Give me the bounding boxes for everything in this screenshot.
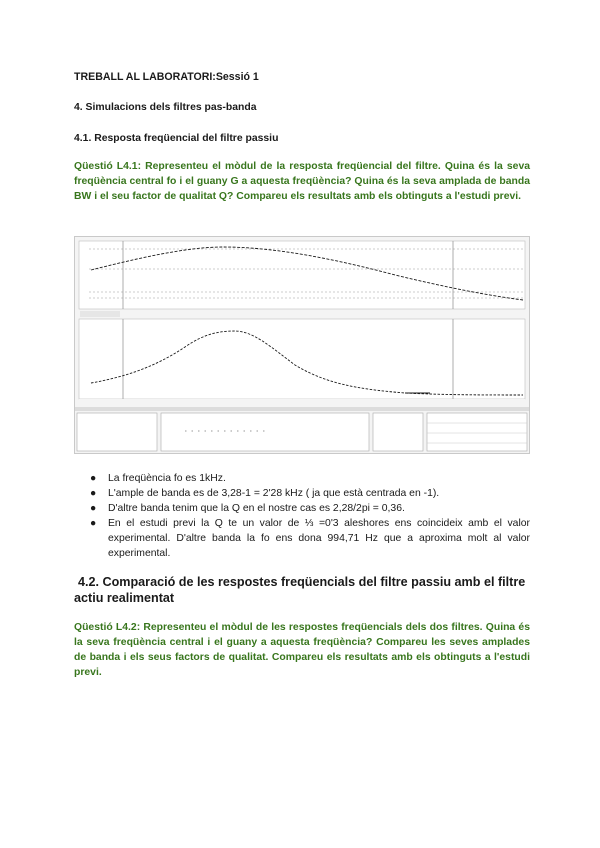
list-item: ● La freqüència fo es 1kHz. — [90, 473, 226, 484]
list-item: ● D'altre banda tenim que la Q en el nostre cas es 2,28/2pi = 0,36. — [90, 503, 405, 514]
list-item-text: D'altre banda tenim que la Q en el nostre cas es 2,28/2pi = 0,36. — [108, 503, 405, 514]
list-item-text: La freqüència fo es 1kHz. — [108, 473, 226, 484]
list-item: ● L'ample de banda es de 3,28-1 = 2'28 kHz ( ja que està centrada en -1). — [90, 488, 440, 499]
bode-plot-image — [75, 237, 529, 453]
page-title: TREBALL AL LABORATORI:Sessió 1 — [74, 71, 259, 83]
list-item-text: En el estudi previ la Q te un valor de ⅓ =0'3 aleshores ens coincideix amb el valor experimental. D'altre banda la fo ens dona 994,71 Hz que a aproxima molt al valor experimental. — [108, 518, 530, 559]
settings-panel — [373, 413, 423, 451]
bandpass-plot-area — [79, 319, 525, 399]
x-axis-strip — [79, 399, 525, 406]
probe-list-panel — [77, 413, 157, 451]
question-l4-2: Qüestió L4.2: Representeu el mòdul de les respostes freqüencials dels dos filtres. Quina és la seva freqüència central i el guany a aquesta freqüència? Compareu les seves amplades de banda i els seus factors de qualitat. Compareu els resultats amb els obtinguts a l'estudi previ. — [74, 622, 530, 678]
magnitude-plot-area — [79, 241, 525, 309]
section-heading-4: 4. Simulacions dels filtres pas-banda — [74, 102, 257, 113]
results-list — [88, 471, 530, 561]
section-heading-4-2: 4.2. Comparació de les respostes freqüencials del filtre passiu amb el filtre actiu realimentat — [74, 575, 526, 605]
question-l4-1: Qüestió L4.1: Representeu el mòdul de la resposta freqüencial del filtre. Quina és la seva freqüència central fo i el guany G a aquesta freqüència? Quina és la seva amplada de banda BW i el seu factor de qualitat Q? Compareu els resultats amb els obtinguts a l'estudi previ. — [74, 161, 530, 202]
cursor-table-panel — [427, 413, 527, 451]
simulation-screenshot — [74, 236, 530, 454]
section-heading-4-1: 4.1. Resposta freqüencial del filtre passiu — [74, 133, 279, 144]
status-bar — [75, 407, 529, 411]
trace-label — [80, 311, 120, 317]
list-item: ● En el estudi previ la Q te un valor de ⅓ =0'3 aleshores ens coincideix amb el valor experimental. D'altre banda la fo ens dona 994,71 Hz que a aproxima molt al valor experimental. — [90, 518, 530, 559]
measurement-panel — [161, 413, 369, 451]
list-item-text: L'ample de banda es de 3,28-1 = 2'28 kHz ( ja que està centrada en -1). — [108, 488, 440, 499]
